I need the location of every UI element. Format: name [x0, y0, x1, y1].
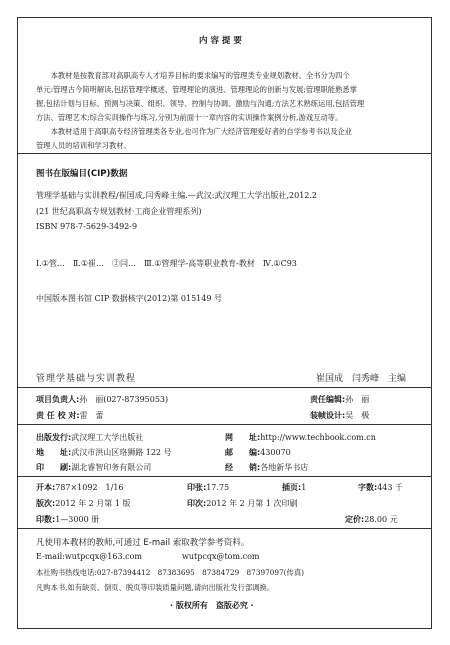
format	[36, 482, 124, 493]
email-primary: wutpcqx@163.com	[64, 552, 143, 561]
printer-value: 湖北睿智印务有限公司	[71, 463, 152, 472]
inserts-label: 插页:	[282, 483, 302, 492]
print-run-label: 印数:	[36, 515, 56, 524]
divider	[17, 153, 432, 154]
divider	[17, 528, 432, 529]
zip-code-label: 邮 编:	[225, 448, 261, 457]
printed-sheets-label: 印张:	[187, 483, 207, 492]
summary-paragraph	[36, 69, 416, 153]
price-value: 28.00 元	[364, 515, 398, 524]
summary-line: 管理人员的培训和学习教材。	[36, 141, 131, 150]
distributor-label: 经 销:	[225, 463, 261, 472]
printed-sheets-value: 17.75	[206, 483, 230, 492]
word-count-value: 443 千	[377, 483, 404, 492]
proofreader	[36, 410, 104, 421]
inserts-value: 1	[301, 483, 307, 492]
print-run	[36, 514, 99, 525]
edition-value: 2012 年 2 月第 1 版	[55, 499, 131, 508]
printing	[187, 498, 297, 509]
hotline: 本社购书热线电话:027-87394412 87383695 87384729 87397097(传真)	[36, 568, 304, 577]
project-manager-value: 孙 丽(027-87395053)	[79, 395, 169, 404]
inserts	[282, 482, 306, 493]
publisher	[36, 432, 143, 443]
zip-code-value: 430070	[260, 448, 291, 457]
teacher-notice: 凡使用本教材的教师,可通过 E-mail 索取教学参考资料。	[36, 538, 250, 548]
cover-designer	[310, 410, 369, 421]
zip-code	[225, 447, 291, 458]
project-manager-label: 项目负责人:	[36, 395, 80, 404]
cip-number: 中国版本图书馆 CIP 数据核字(2012)第 015149 号	[36, 294, 222, 303]
cover-designer-label: 装帧设计:	[310, 411, 346, 420]
format-value: 787×1092 1/16	[55, 483, 124, 492]
email-line	[36, 552, 260, 561]
website	[225, 432, 376, 443]
divider	[17, 387, 432, 388]
cip-line: 管理学基础与实训教程/崔国成,闫秀峰主编.—武汉:武汉理工大学出版社,2012.2	[36, 191, 318, 200]
cip-heading: 图书在版编目(CIP)数据	[36, 169, 128, 179]
address	[36, 447, 172, 458]
book-editors: 崔国成 闫秀峰 主编	[316, 374, 407, 384]
cip-isbn: ISBN 978-7-5629-3492-9	[36, 222, 138, 231]
book-title: 管理学基础与实训教程	[36, 374, 137, 384]
responsible-editor	[310, 394, 369, 405]
proofreader-value: 雷 蕾	[79, 411, 104, 420]
cip-classification: Ⅰ.①管… Ⅱ.①崔… ②闫… Ⅲ.①管理学-高等职业教育-教材 Ⅳ.①C93	[36, 259, 297, 268]
printer	[36, 462, 151, 473]
price	[345, 514, 398, 525]
responsible-editor-label: 责任编辑:	[310, 395, 346, 404]
summary-line: 本教材适用于高职高专经济管理类各专业,也可作为广大经济管理爱好者的自学参考书以及企业	[36, 127, 353, 136]
printer-label: 印 刷:	[36, 463, 72, 472]
proofreader-label: 责 任 校 对:	[36, 411, 80, 420]
printed-sheets	[187, 482, 229, 493]
edition	[36, 498, 130, 509]
address-value: 武汉市洪山区珞狮路 122 号	[71, 448, 172, 457]
price-label: 定价:	[345, 515, 365, 524]
website-value: http://www.techbook.com.cn	[260, 433, 376, 442]
summary-line: 本教材是按教育部对高职高专人才培养目标的要求编写的管理类专业规划教材。全书分为四个	[36, 71, 350, 80]
publisher-value: 武汉理工大学出版社	[71, 433, 144, 442]
format-label: 开本:	[36, 483, 56, 492]
edition-label: 版次:	[36, 499, 56, 508]
copyright-notice: · 版权所有 盗版必究 ·	[170, 601, 254, 610]
printing-label: 印次:	[187, 499, 207, 508]
summary-line: 单元:管理古今简明解读,包括管理学概述、管理理论的演进、管理理论的创新与发展;管理职能熟悉掌	[36, 85, 357, 94]
address-label: 地 址:	[36, 448, 72, 457]
quality-notice: 凡购本书,如有缺页、倒页、脱页等印装质量问题,请向出版社发行部调换。	[36, 583, 275, 592]
summary-line: 握,包括计划与目标、预测与决策、组织、领导、控制与协调、激励与沟通;方法艺术熟练运用,包括管理	[36, 99, 365, 108]
email-secondary: wutpcqx@tom.com	[182, 552, 260, 561]
summary-line: 方法、管理艺术;综合实训操作与练习,分别为前面十一章内容的实训操作案例分析,游戏互动等。	[36, 113, 343, 122]
responsible-editor-value: 孙 丽	[345, 395, 370, 404]
project-manager	[36, 394, 168, 405]
distributor-value: 各地新华书店	[260, 463, 309, 472]
word-count	[358, 482, 403, 493]
cover-designer-value: 吴 极	[345, 411, 370, 420]
summary-heading: 内 容 提 要	[199, 36, 242, 46]
divider	[17, 476, 432, 477]
cip-line: (21 世纪高职高专规划教材·工商企业管理系列)	[36, 207, 202, 216]
print-run-value: 1—3000 册	[55, 515, 100, 524]
distributor	[225, 462, 308, 473]
publisher-label: 出版发行:	[36, 433, 72, 442]
email-label: E-mail:	[36, 552, 65, 561]
word-count-label: 字数:	[358, 483, 378, 492]
website-label: 网 址:	[225, 433, 261, 442]
printing-value: 2012 年 2 月第 1 次印刷	[206, 499, 298, 508]
divider	[17, 424, 432, 425]
